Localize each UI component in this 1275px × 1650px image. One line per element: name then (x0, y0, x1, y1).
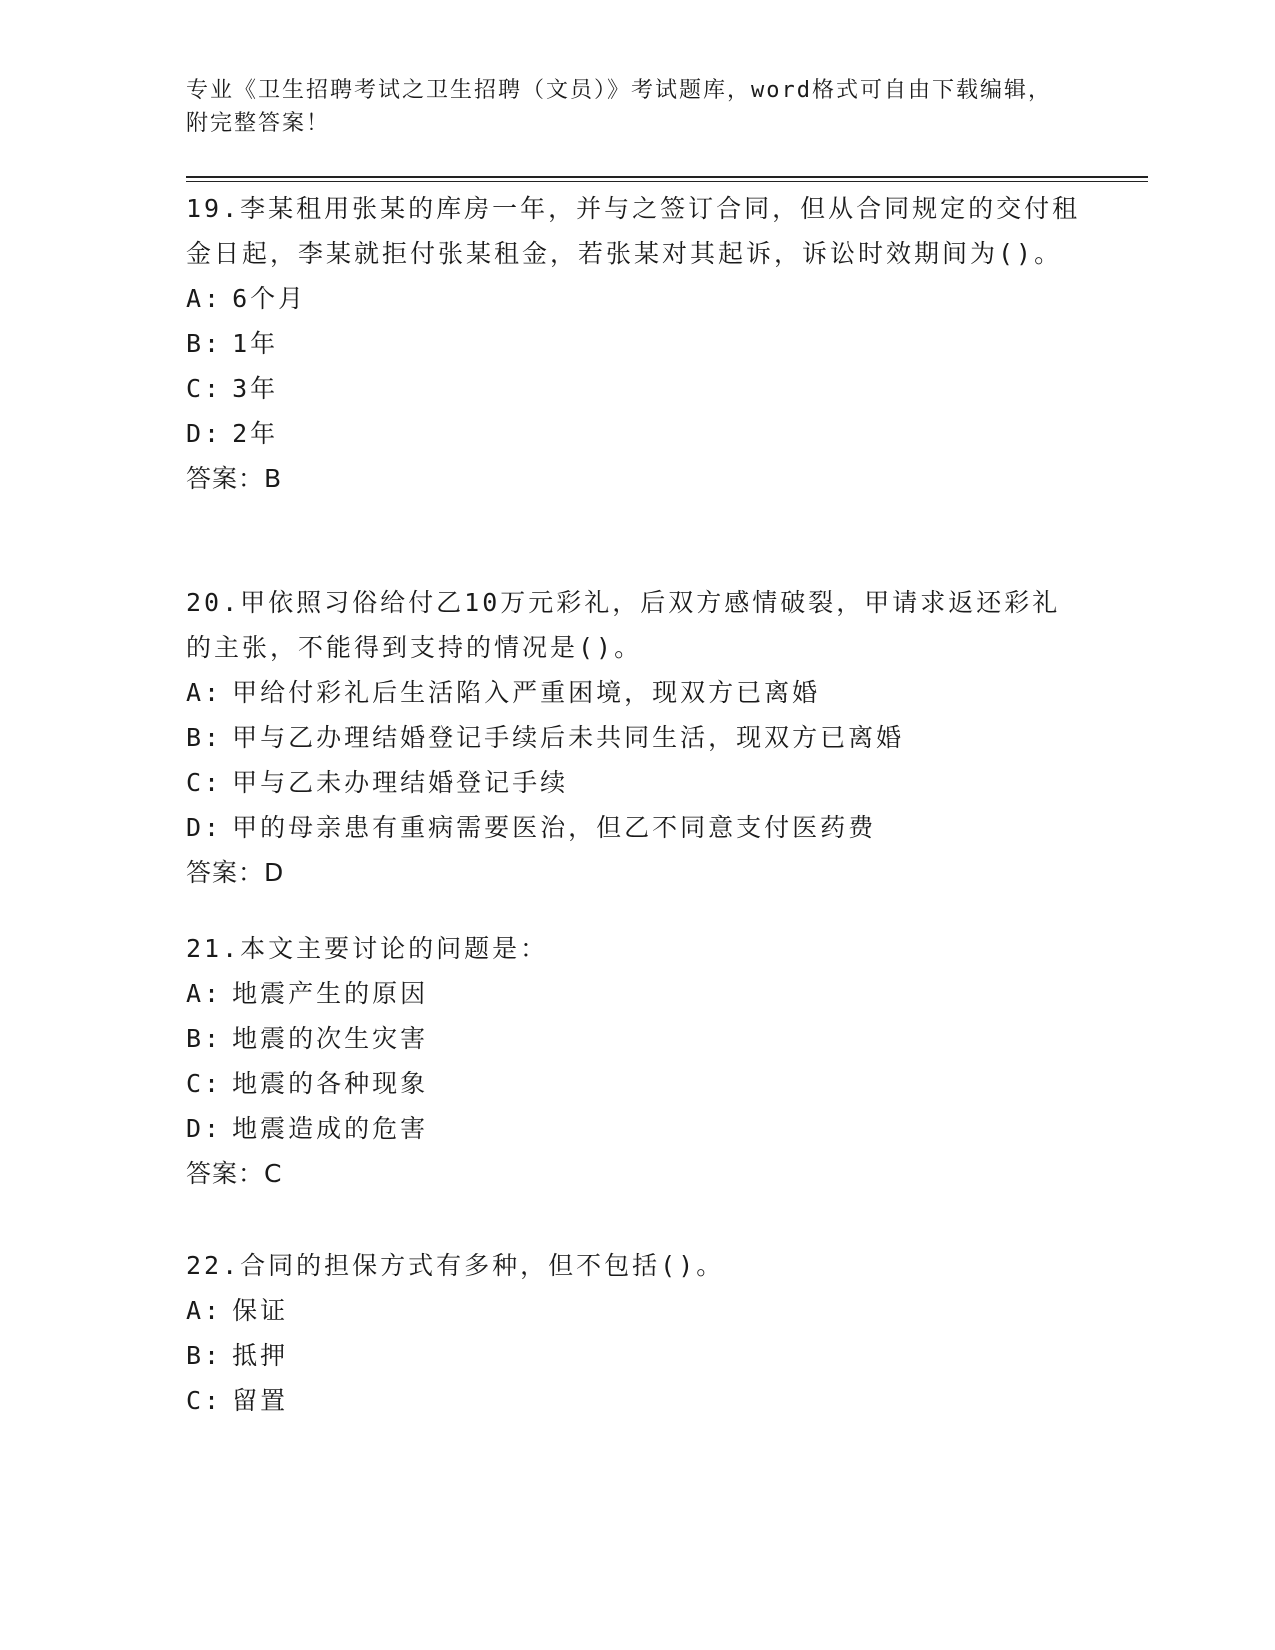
header-text: 专业《卫生招聘考试之卫生招聘（文员）》考试题库，word格式可自由下载编辑，附完整答案！ (186, 78, 1052, 136)
option-text: 留置 (232, 1386, 289, 1415)
header-rule-thin (186, 181, 1148, 182)
option-text: 1年 (232, 329, 279, 358)
option-d (186, 805, 1086, 850)
option-letter: B: (186, 1341, 223, 1370)
answer-label: 答案：B (186, 464, 283, 493)
option-letter: C: (186, 374, 223, 403)
option-c (186, 1378, 1086, 1423)
option-letter: A: (186, 979, 223, 1008)
question-stem: 21.本文主要讨论的问题是： (186, 934, 549, 963)
question-20 (186, 580, 1086, 895)
option-b (186, 1016, 1086, 1061)
option-c (186, 366, 1086, 411)
option-letter: B: (186, 723, 223, 752)
option-b (186, 321, 1086, 366)
option-c (186, 1061, 1086, 1106)
option-letter: C: (186, 1386, 223, 1415)
option-b (186, 715, 1086, 760)
option-c (186, 760, 1086, 805)
option-letter: A: (186, 678, 223, 707)
option-letter: A: (186, 1296, 223, 1325)
option-text: 甲与乙办理结婚登记手续后未共同生活，现双方已离婚 (232, 723, 905, 752)
option-text: 甲的母亲患有重病需要医治，但乙不同意支付医药费 (232, 813, 877, 842)
option-a (186, 276, 1086, 321)
option-a (186, 1288, 1086, 1333)
option-text: 地震的次生灾害 (232, 1024, 429, 1053)
option-a (186, 971, 1086, 1016)
option-d (186, 411, 1086, 456)
option-b (186, 1333, 1086, 1378)
option-a (186, 670, 1086, 715)
option-text: 保证 (232, 1296, 289, 1325)
document-header (186, 74, 1066, 140)
option-letter: D: (186, 419, 223, 448)
answer-label: 答案：C (186, 1159, 283, 1188)
option-letter: B: (186, 329, 223, 358)
option-text: 地震的各种现象 (232, 1069, 429, 1098)
question-21 (186, 926, 1086, 1196)
option-letter: D: (186, 813, 223, 842)
option-letter: C: (186, 768, 223, 797)
option-d (186, 1106, 1086, 1151)
header-rule-thick (186, 176, 1148, 178)
option-letter: A: (186, 284, 223, 313)
question-stem: 20.甲依照习俗给付乙10万元彩礼，后双方感情破裂，甲请求返还彩礼的主张，不能得到支持的情况是()。 (186, 588, 1061, 662)
option-letter: C: (186, 1069, 223, 1098)
question-stem: 22.合同的担保方式有多种，但不包括()。 (186, 1251, 725, 1280)
question-22 (186, 1243, 1086, 1423)
option-text: 3年 (232, 374, 279, 403)
option-text: 甲给付彩礼后生活陷入严重困境，现双方已离婚 (232, 678, 821, 707)
option-letter: B: (186, 1024, 223, 1053)
option-text: 抵押 (232, 1341, 289, 1370)
question-stem: 19.李某租用张某的库房一年，并与之签订合同，但从合同规定的交付租金日起，李某就拒付张某租金，若张某对其起诉，诉讼时效期间为()。 (186, 194, 1081, 268)
option-text: 甲与乙未办理结婚登记手续 (232, 768, 569, 797)
option-text: 2年 (232, 419, 279, 448)
question-19 (186, 186, 1086, 501)
option-letter: D: (186, 1114, 223, 1143)
option-text: 6个月 (232, 284, 307, 313)
answer-label: 答案：D (186, 858, 285, 887)
option-text: 地震产生的原因 (232, 979, 429, 1008)
option-text: 地震造成的危害 (232, 1114, 429, 1143)
